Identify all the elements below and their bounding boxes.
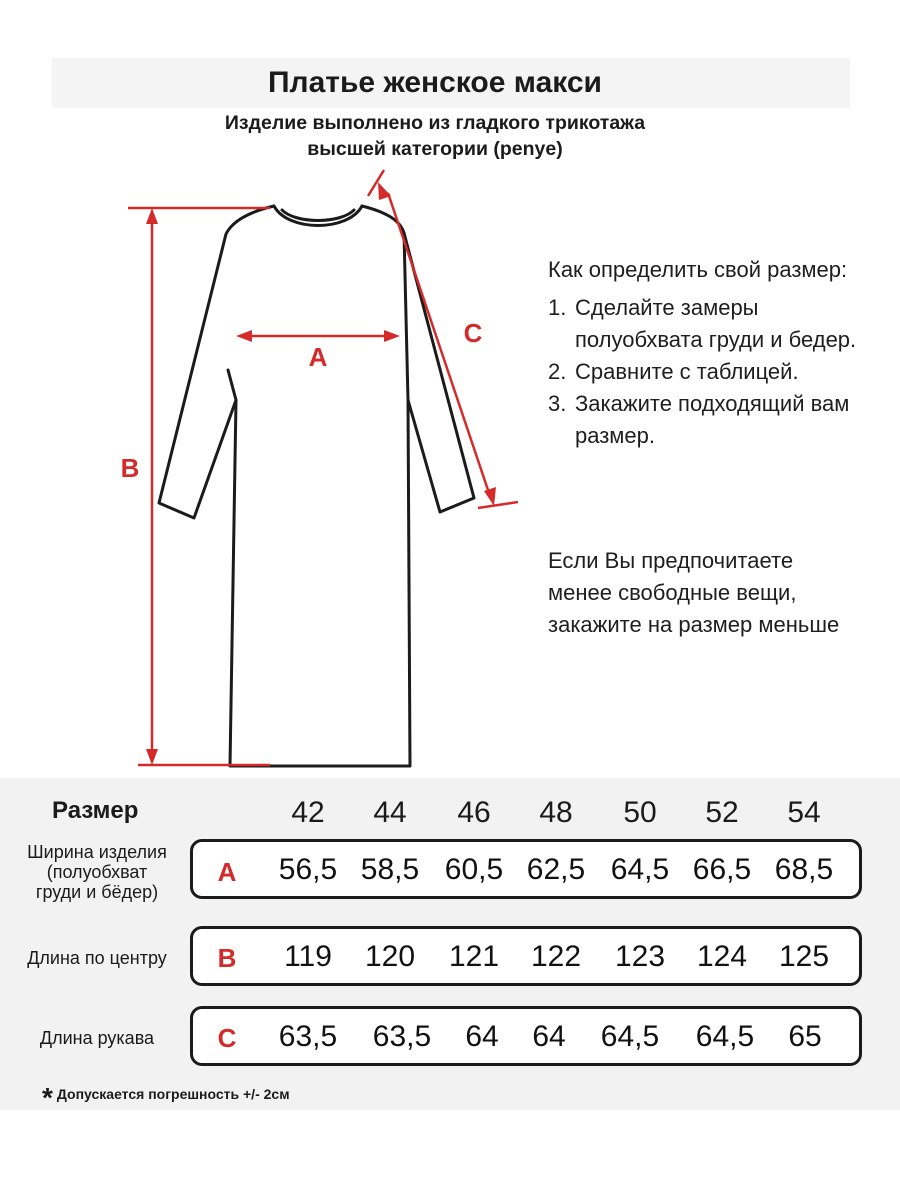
how-to-step — [548, 388, 893, 452]
fit-note-line: Если Вы предпочитаете — [548, 548, 794, 573]
size-column-header: 42 — [291, 796, 325, 829]
size-column-header: 50 — [623, 796, 657, 829]
step-text-line: Сделайте замеры — [575, 295, 759, 320]
fit-note-line: менее свободные вещи, — [548, 580, 797, 605]
label-b: B — [120, 453, 140, 483]
how-to-step — [548, 356, 893, 388]
label-a: A — [308, 342, 328, 372]
table-cell: 66,5 — [692, 853, 752, 886]
row-label-line: Длина по центру — [27, 948, 167, 968]
a-arrow-left — [236, 330, 252, 342]
table-cell: 63,5 — [278, 1020, 338, 1053]
table-cell: 64 — [532, 1020, 566, 1053]
table-cell: 58,5 — [360, 853, 420, 886]
measurement-guides — [128, 170, 518, 765]
label-c: C — [463, 318, 483, 348]
row-label-line: Длина рукава — [39, 1028, 155, 1048]
row-label-length-center — [12, 948, 182, 968]
table-cell: 65 — [788, 1020, 822, 1053]
table-cell: 63,5 — [372, 1020, 432, 1053]
dress-outline — [159, 206, 474, 766]
table-cell: 120 — [364, 940, 416, 973]
subtitle-line-2: высшей категории (penye) — [307, 138, 563, 160]
row-label-line: Ширина изделия — [27, 842, 167, 862]
neckline-outer — [274, 206, 362, 226]
step-text — [575, 356, 799, 388]
step-text — [575, 292, 856, 356]
step-text-line: Сравните с таблицей. — [575, 359, 799, 384]
size-column-header: 44 — [373, 796, 407, 829]
size-column-header: 46 — [457, 796, 491, 829]
fit-note — [548, 545, 893, 641]
size-column-header: 54 — [787, 796, 821, 829]
table-cell: 123 — [614, 940, 666, 973]
step-number: 3. — [548, 391, 567, 416]
table-cell: 64,5 — [600, 1020, 660, 1053]
left-sleeve-outline — [159, 206, 274, 518]
row-label-width — [12, 842, 182, 902]
table-cell: 122 — [530, 940, 582, 973]
table-cell: 64 — [465, 1020, 499, 1053]
footnote-asterisk: * — [42, 1082, 53, 1113]
table-cell: 119 — [284, 940, 332, 973]
step-text-line: Закажите подходящий вам — [575, 391, 850, 416]
how-to-step — [548, 292, 893, 356]
step-number: 1. — [548, 295, 567, 320]
step-text-line: полуобхвата груди и бедер. — [575, 327, 857, 352]
step-text-line: размер. — [575, 423, 656, 448]
dress-diagram — [0, 160, 530, 780]
c-end-tick — [478, 502, 518, 508]
table-cell: 56,5 — [278, 853, 338, 886]
page-subtitle — [0, 110, 870, 162]
dress-body-outline — [228, 233, 410, 766]
neckline-inner — [282, 210, 354, 221]
right-sleeve-outline — [362, 206, 474, 512]
table-cell: 125 — [778, 940, 830, 973]
page-title: Платье женское макси — [267, 66, 602, 99]
subtitle-line-1: Изделие выполнено из гладкого трикотажа — [224, 112, 646, 134]
step-number: 2. — [548, 359, 567, 384]
row-label-line: груди и бёдер) — [35, 882, 159, 902]
step-text — [575, 388, 849, 452]
row-letter-c: C — [217, 1023, 237, 1053]
a-arrow-right — [384, 330, 400, 342]
size-header-label: Размер — [52, 797, 139, 824]
row-label-sleeve-length — [12, 1028, 182, 1048]
b-arrow-top — [146, 208, 158, 224]
table-cell: 64,5 — [610, 853, 670, 886]
table-cell: 64,5 — [695, 1020, 755, 1053]
table-cell: 68,5 — [774, 853, 834, 886]
tolerance-footnote — [42, 1082, 290, 1114]
table-cell: 121 — [448, 940, 500, 973]
how-to-steps — [548, 292, 893, 452]
fit-note-line: закажите на размер меньше — [548, 612, 840, 637]
row-letter-b: B — [217, 943, 237, 973]
table-cell: 124 — [696, 940, 748, 973]
row-label-line: (полуобхват — [46, 862, 148, 882]
b-arrow-bottom — [146, 749, 158, 765]
row-letter-a: A — [217, 857, 237, 887]
footnote-text: Допускается погрешность +/- 2см — [56, 1086, 290, 1102]
table-cell: 60,5 — [444, 853, 504, 886]
size-column-header: 48 — [539, 796, 573, 829]
table-cell: 62,5 — [526, 853, 586, 886]
how-to-heading: Как определить свой размер: — [548, 257, 848, 282]
c-arrow-bottom — [484, 487, 496, 506]
how-to-section — [548, 254, 893, 452]
size-column-header: 52 — [705, 796, 739, 829]
